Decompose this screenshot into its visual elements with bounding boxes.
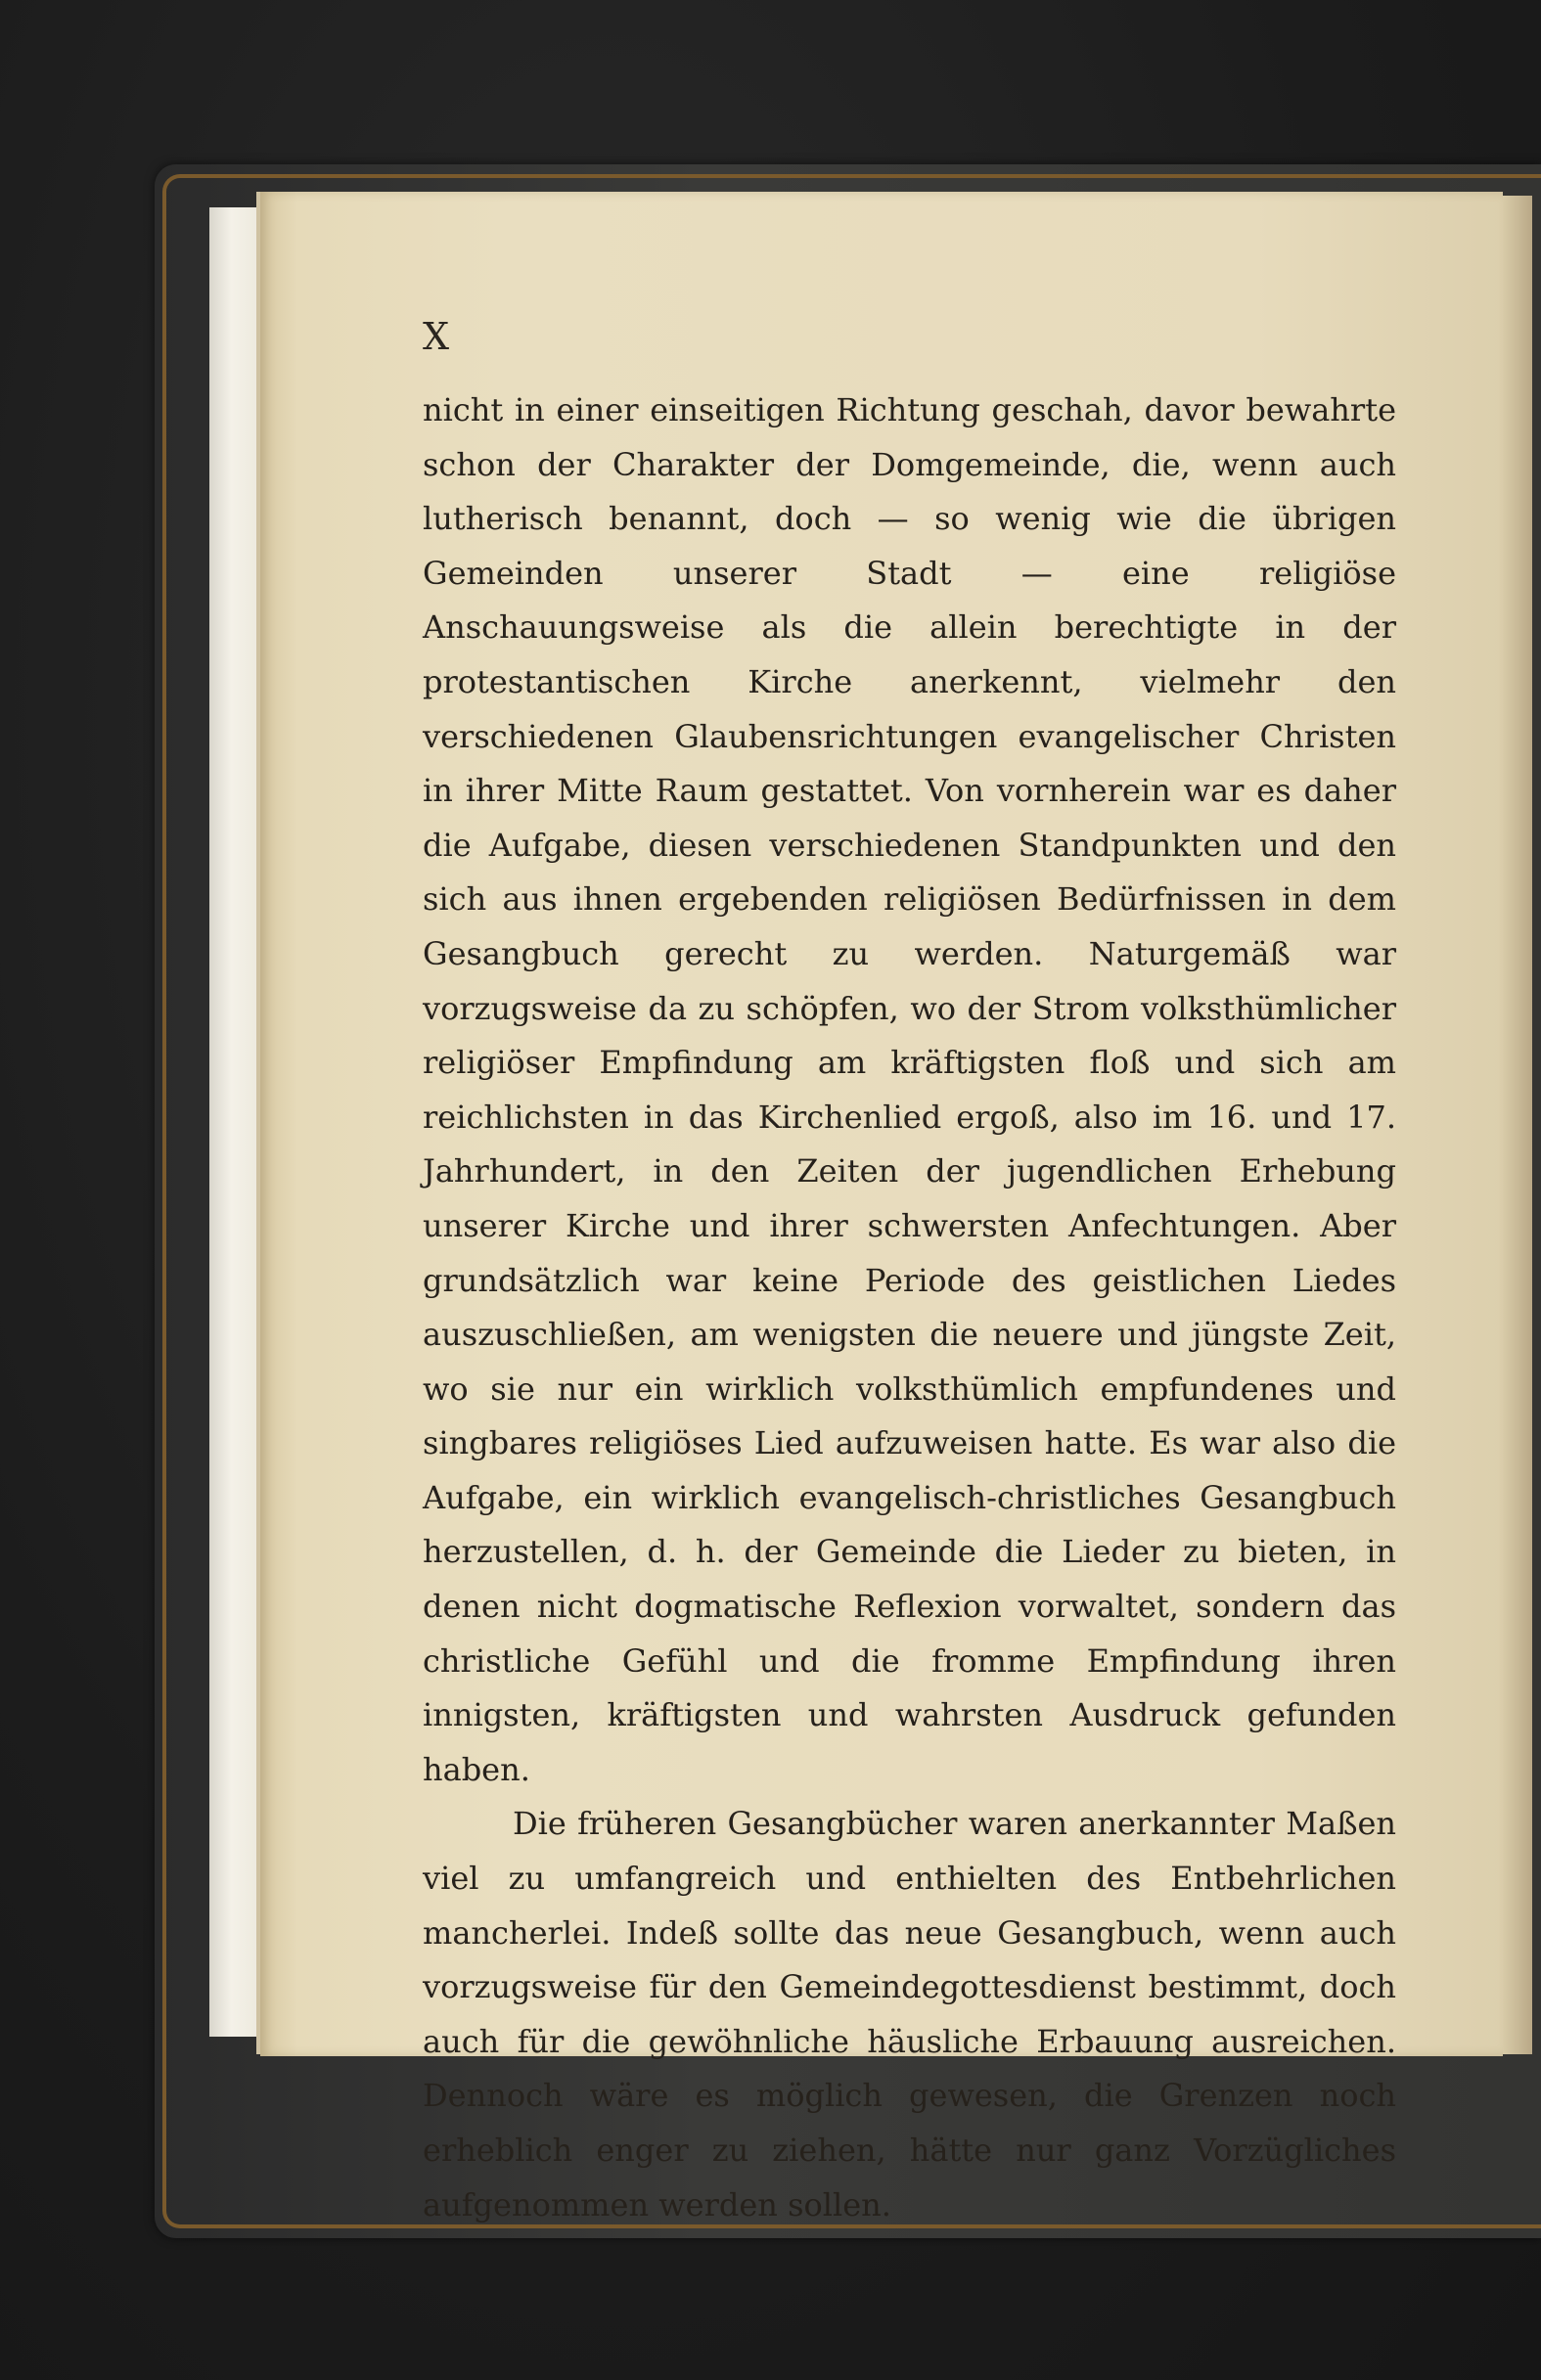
body-text (423, 383, 1396, 2232)
paragraph-2: Die früheren Gesangbücher waren anerkannter Maßen viel zu umfangreich und enthielten des Entbehrlichen mancherlei. Indeß sollte das neue Gesangbuch, wenn auch vorzugsweise für den Gemeindegottesdienst bestimmt, doch auch für die gewöhnliche häusliche Erbauung ausreichen. Dennoch wäre es möglich gewesen, die Grenzen noch erheblich enger zu ziehen, hätte nur ganz Vorzügliches aufgenommen werden sollen. (423, 1805, 1396, 2223)
paragraph-1: nicht in einer einseitigen Richtung geschah, davor bewahrte schon der Charakter der Domgemeinde, die, wenn auch lutherisch benannt, doch — so wenig wie die übrigen Gemeinden unserer Stadt — eine religiöse Anschauungsweise als die allein berechtigte in der protestantischen Kirche anerkennt, vielmehr den verschiedenen Glaubensrichtungen evangelischer Christen in ihrer Mitte Raum gestattet. Von vornherein war es daher die Aufgabe, diesen verschiedenen Standpunkten und den sich aus ihnen ergebenden religiösen Bedürfnissen in dem Gesangbuch gerecht zu werden. Naturgemäß war vorzugsweise da zu schöpfen, wo der Strom volksthümlicher religiöser Empfindung am kräftigsten floß und sich am reichlichsten in das Kirchenlied ergoß, also im 16. und 17. Jahrhundert, in den Zeiten der jugendlichen Erhebung unserer Kirche und ihrer schwersten Anfechtungen. Aber grundsätzlich war keine Periode des geistlichen Liedes auszuschließen, am wenigsten die neuere und jüngste Zeit, wo sie nur ein wirklich volksthümlich empfundenes und singbares religiöses Lied aufzuweisen hatte. Es war also die Aufgabe, ein wirklich evangelisch-christliches Gesangbuch herzustellen, d. h. der Gemeinde die Lieder zu bieten, in denen nicht dogmatische Reflexion vorwaltet, sondern das christliche Gefühl und die fromme Empfindung ihren innigsten, kräftigsten und wahrsten Ausdruck gefunden haben. (423, 391, 1396, 1788)
page-number: X (423, 315, 450, 358)
page-right-margin-edge (1503, 196, 1532, 2054)
